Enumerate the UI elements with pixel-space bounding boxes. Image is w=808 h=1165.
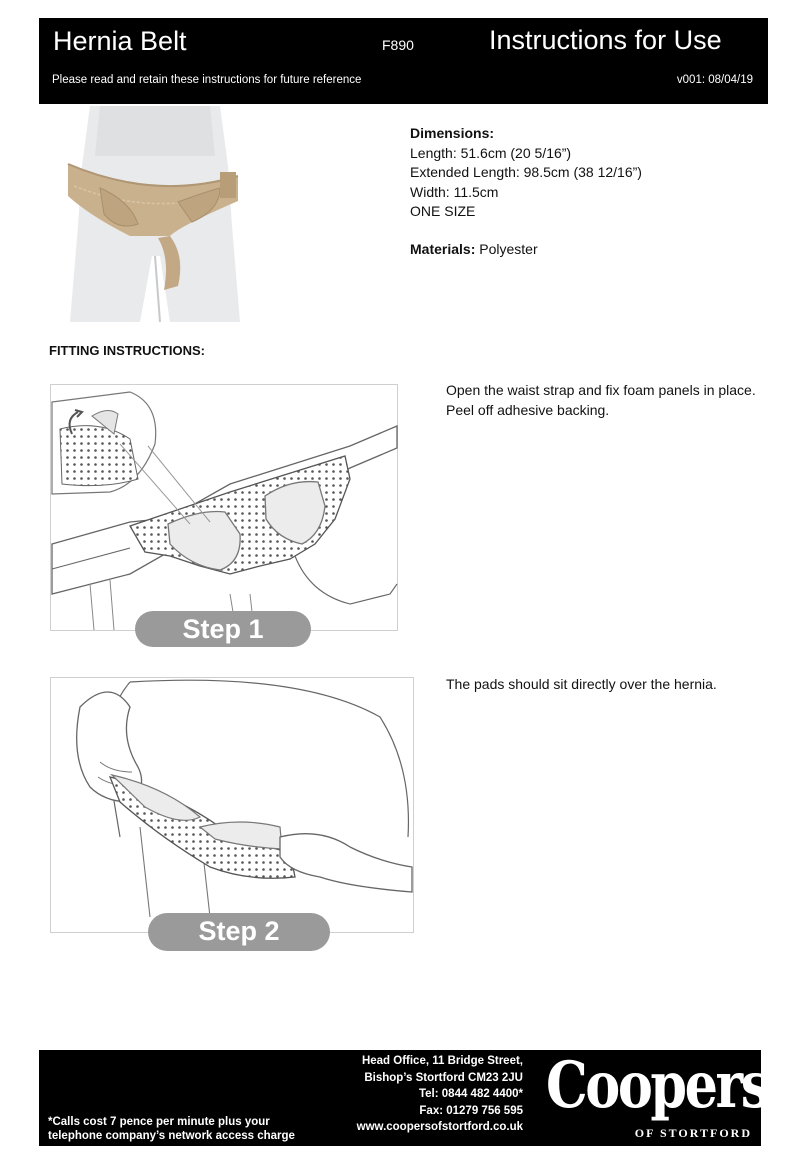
logo-subtitle: OF STORTFORD <box>634 1126 752 1140</box>
header-bar <box>39 18 768 104</box>
extended-length-value: Extended Length: 98.5cm (38 12/16”) <box>410 164 642 181</box>
call-cost-note <box>48 1115 295 1143</box>
width-value: Width: 11.5cm <box>410 183 499 200</box>
step-1-label: Step 1 <box>182 614 264 644</box>
version-date: v001: 08/04/19 <box>676 74 753 86</box>
fax: Fax: 01279 756 595 <box>419 1104 523 1117</box>
dimensions-block <box>410 124 642 222</box>
step-2-label: Step 2 <box>198 916 280 946</box>
address-line-2: Bishop’s Stortford CM23 2JU <box>364 1071 523 1084</box>
call-cost-line-2: telephone company’s network access charge <box>48 1130 295 1142</box>
size-value: ONE SIZE <box>410 203 476 220</box>
logo-wordmark: Coopers <box>546 1048 768 1123</box>
step-1-text: Open the waist strap and fix foam panels in place. Peel off adhesive backing. <box>446 382 756 418</box>
telephone: Tel: 0844 482 4400* <box>418 1088 523 1100</box>
step-2-illustration <box>50 677 414 955</box>
step-2-text: The pads should sit directly over the hernia. <box>446 676 717 692</box>
website-link[interactable]: www.coopersofstortford.co.uk <box>356 1121 523 1133</box>
document-type: Instructions for Use <box>489 25 722 55</box>
materials-label: Materials: <box>410 241 476 257</box>
product-code: F890 <box>382 37 414 53</box>
length-value: Length: 51.6cm (20 5/16”) <box>410 144 572 161</box>
product-title: Hernia Belt <box>53 26 187 56</box>
call-cost-line-1: *Calls cost 7 pence per minute plus your <box>48 1116 270 1128</box>
contact-address <box>357 1053 523 1136</box>
coopers-logo <box>546 1048 768 1144</box>
step-1-illustration <box>50 384 398 649</box>
materials-value: Polyester <box>475 241 538 257</box>
materials-line <box>410 241 538 257</box>
fitting-heading: FITTING INSTRUCTIONS: <box>49 343 205 358</box>
product-photo <box>60 106 250 322</box>
dimensions-heading: Dimensions: <box>410 125 495 141</box>
retain-notice: Please read and retain these instructions for future reference <box>52 74 362 86</box>
footer-bar <box>39 1048 768 1146</box>
address-line-1: Head Office, 11 Bridge Street, <box>361 1055 523 1067</box>
